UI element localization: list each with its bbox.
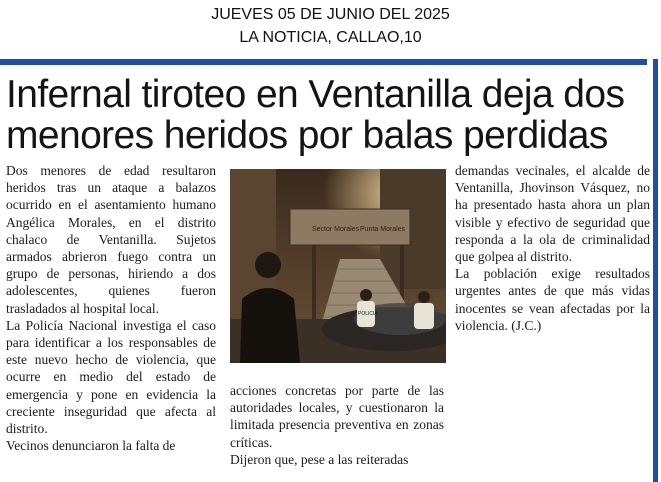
- headline: Infernal tiroteo en Ventanilla deja dos menores heridos por balas perdidas: [6, 73, 625, 157]
- news-photo: [230, 169, 446, 363]
- article-column-2: [230, 382, 444, 468]
- section-line: LA NOTICIA, CALLAO,10: [239, 29, 422, 46]
- vest-text: POLICIA: [358, 311, 378, 317]
- paragraph: Dos menores de edad resultaron heridos tras un ataque a balazos ocurrido en el asentamiento humano Angélica Morales, en el distrito chalaco de Ventanilla. Sujetos armados abrieron fuego contra un grupo de personas, hiriendo a dos adolescentes, quienes fueron trasladados al hospital local.: [6, 163, 216, 316]
- paragraph: Dijeron que, pese a las reiteradas: [230, 451, 409, 467]
- paragraph: Vecinos denunciaron la falta de: [6, 438, 176, 454]
- paragraph: La población exige resultados urgentes antes de que más vidas inocentes se vean afectadas por la violencia. (J.C.): [455, 266, 650, 333]
- paragraph: demandas vecinales, el alcalde de Ventanilla, Jhovinson Vásquez, no ha presentado hasta ahora un plan visible y efectivo de seguridad que responda a la ola de criminalidad que golpea al distrito.: [455, 163, 650, 265]
- date-line: JUEVES 05 DE JUNIO DEL 2025: [211, 6, 450, 23]
- paragraph: acciones concretas por parte de las autoridades locales, y cuestionaron la limitada presencia preventiva en zonas críticas.: [230, 383, 444, 450]
- top-rule: [0, 59, 647, 65]
- article-column-1: [6, 162, 216, 454]
- photo-scene: [230, 169, 446, 363]
- sign-text-1: Sector Morales: [312, 226, 360, 233]
- paragraph: La Policía Nacional investiga el caso para identificar a los responsables de este nuevo hecho de violencia, que ocurre en medio del estado de emergencia y pone en evidencia la creciente inseguridad que afecta al distrito.: [6, 317, 216, 437]
- article-column-3: [455, 162, 650, 334]
- sign-text-2: Punta Morales: [360, 226, 406, 233]
- side-rule: [653, 59, 658, 482]
